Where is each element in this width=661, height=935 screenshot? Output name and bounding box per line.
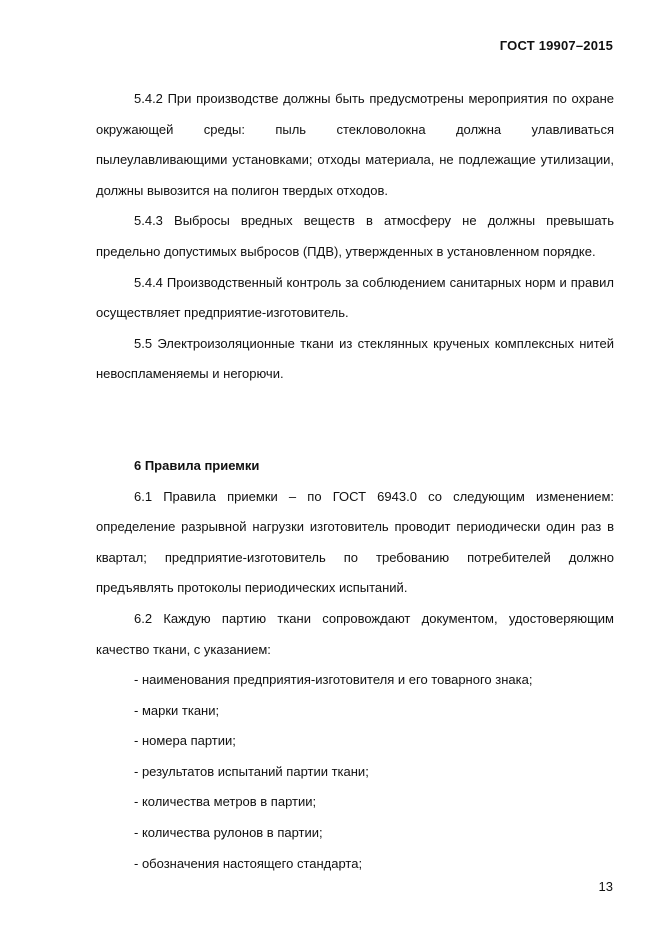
paragraph-5-4-4: 5.4.4 Производственный контроль за соблюдением санитарных норм и правил осуществляет предприятие-изготовитель. (96, 274, 614, 321)
paragraph-5-4-3: 5.4.3 Выбросы вредных веществ в атмосферу не должны превышать предельно допустимых выбросов (ПДВ), утвержденных в установленном порядке. (96, 213, 614, 259)
list-item: - обозначения настоящего стандарта; (134, 855, 363, 871)
list-item: - наименования предприятия-изготовителя и его товарного знака; (134, 672, 533, 688)
list-item: - количества рулонов в партии; (134, 825, 323, 841)
document-body (96, 84, 614, 879)
page-number: 13 (598, 879, 613, 894)
document-header: ГОСТ 19907–2015 (499, 38, 613, 53)
list-item: - марки ткани; (134, 702, 220, 718)
paragraph-5-5: 5.5 Электроизоляционные ткани из стеклянных крученых комплексных нитей невоспламеняемы и негорючи. (96, 335, 614, 382)
list-item: - количества метров в партии; (134, 794, 317, 810)
paragraph-6-1: 6.1 Правила приемки – по ГОСТ 6943.0 со следующим изменением: определение разрывной нагрузки изготовитель проводит периодически один раз в квартал; предприятие-изготовитель по требованию потребителей должно предъявлять протоколы периодических испытаний. (96, 488, 614, 596)
section-6-title: 6 Правила приемки (134, 457, 260, 473)
requirements-list (96, 665, 614, 879)
list-item: - номера партии; (134, 733, 236, 749)
paragraph-6-2: 6.2 Каждую партию ткани сопровождают документом, удостоверяющим качество ткани, с указанием: (96, 610, 614, 657)
paragraph-5-4-2: 5.4.2 При производстве должны быть предусмотрены мероприятия по охране окружающей среды: пыль стекловолокна должна улавливаться пылеулавливающими установками; отходы материала, не подлежащие утилизации, должны вывозится на полигон твердых отходов. (96, 91, 614, 198)
list-item: - результатов испытаний партии ткани; (134, 763, 369, 779)
